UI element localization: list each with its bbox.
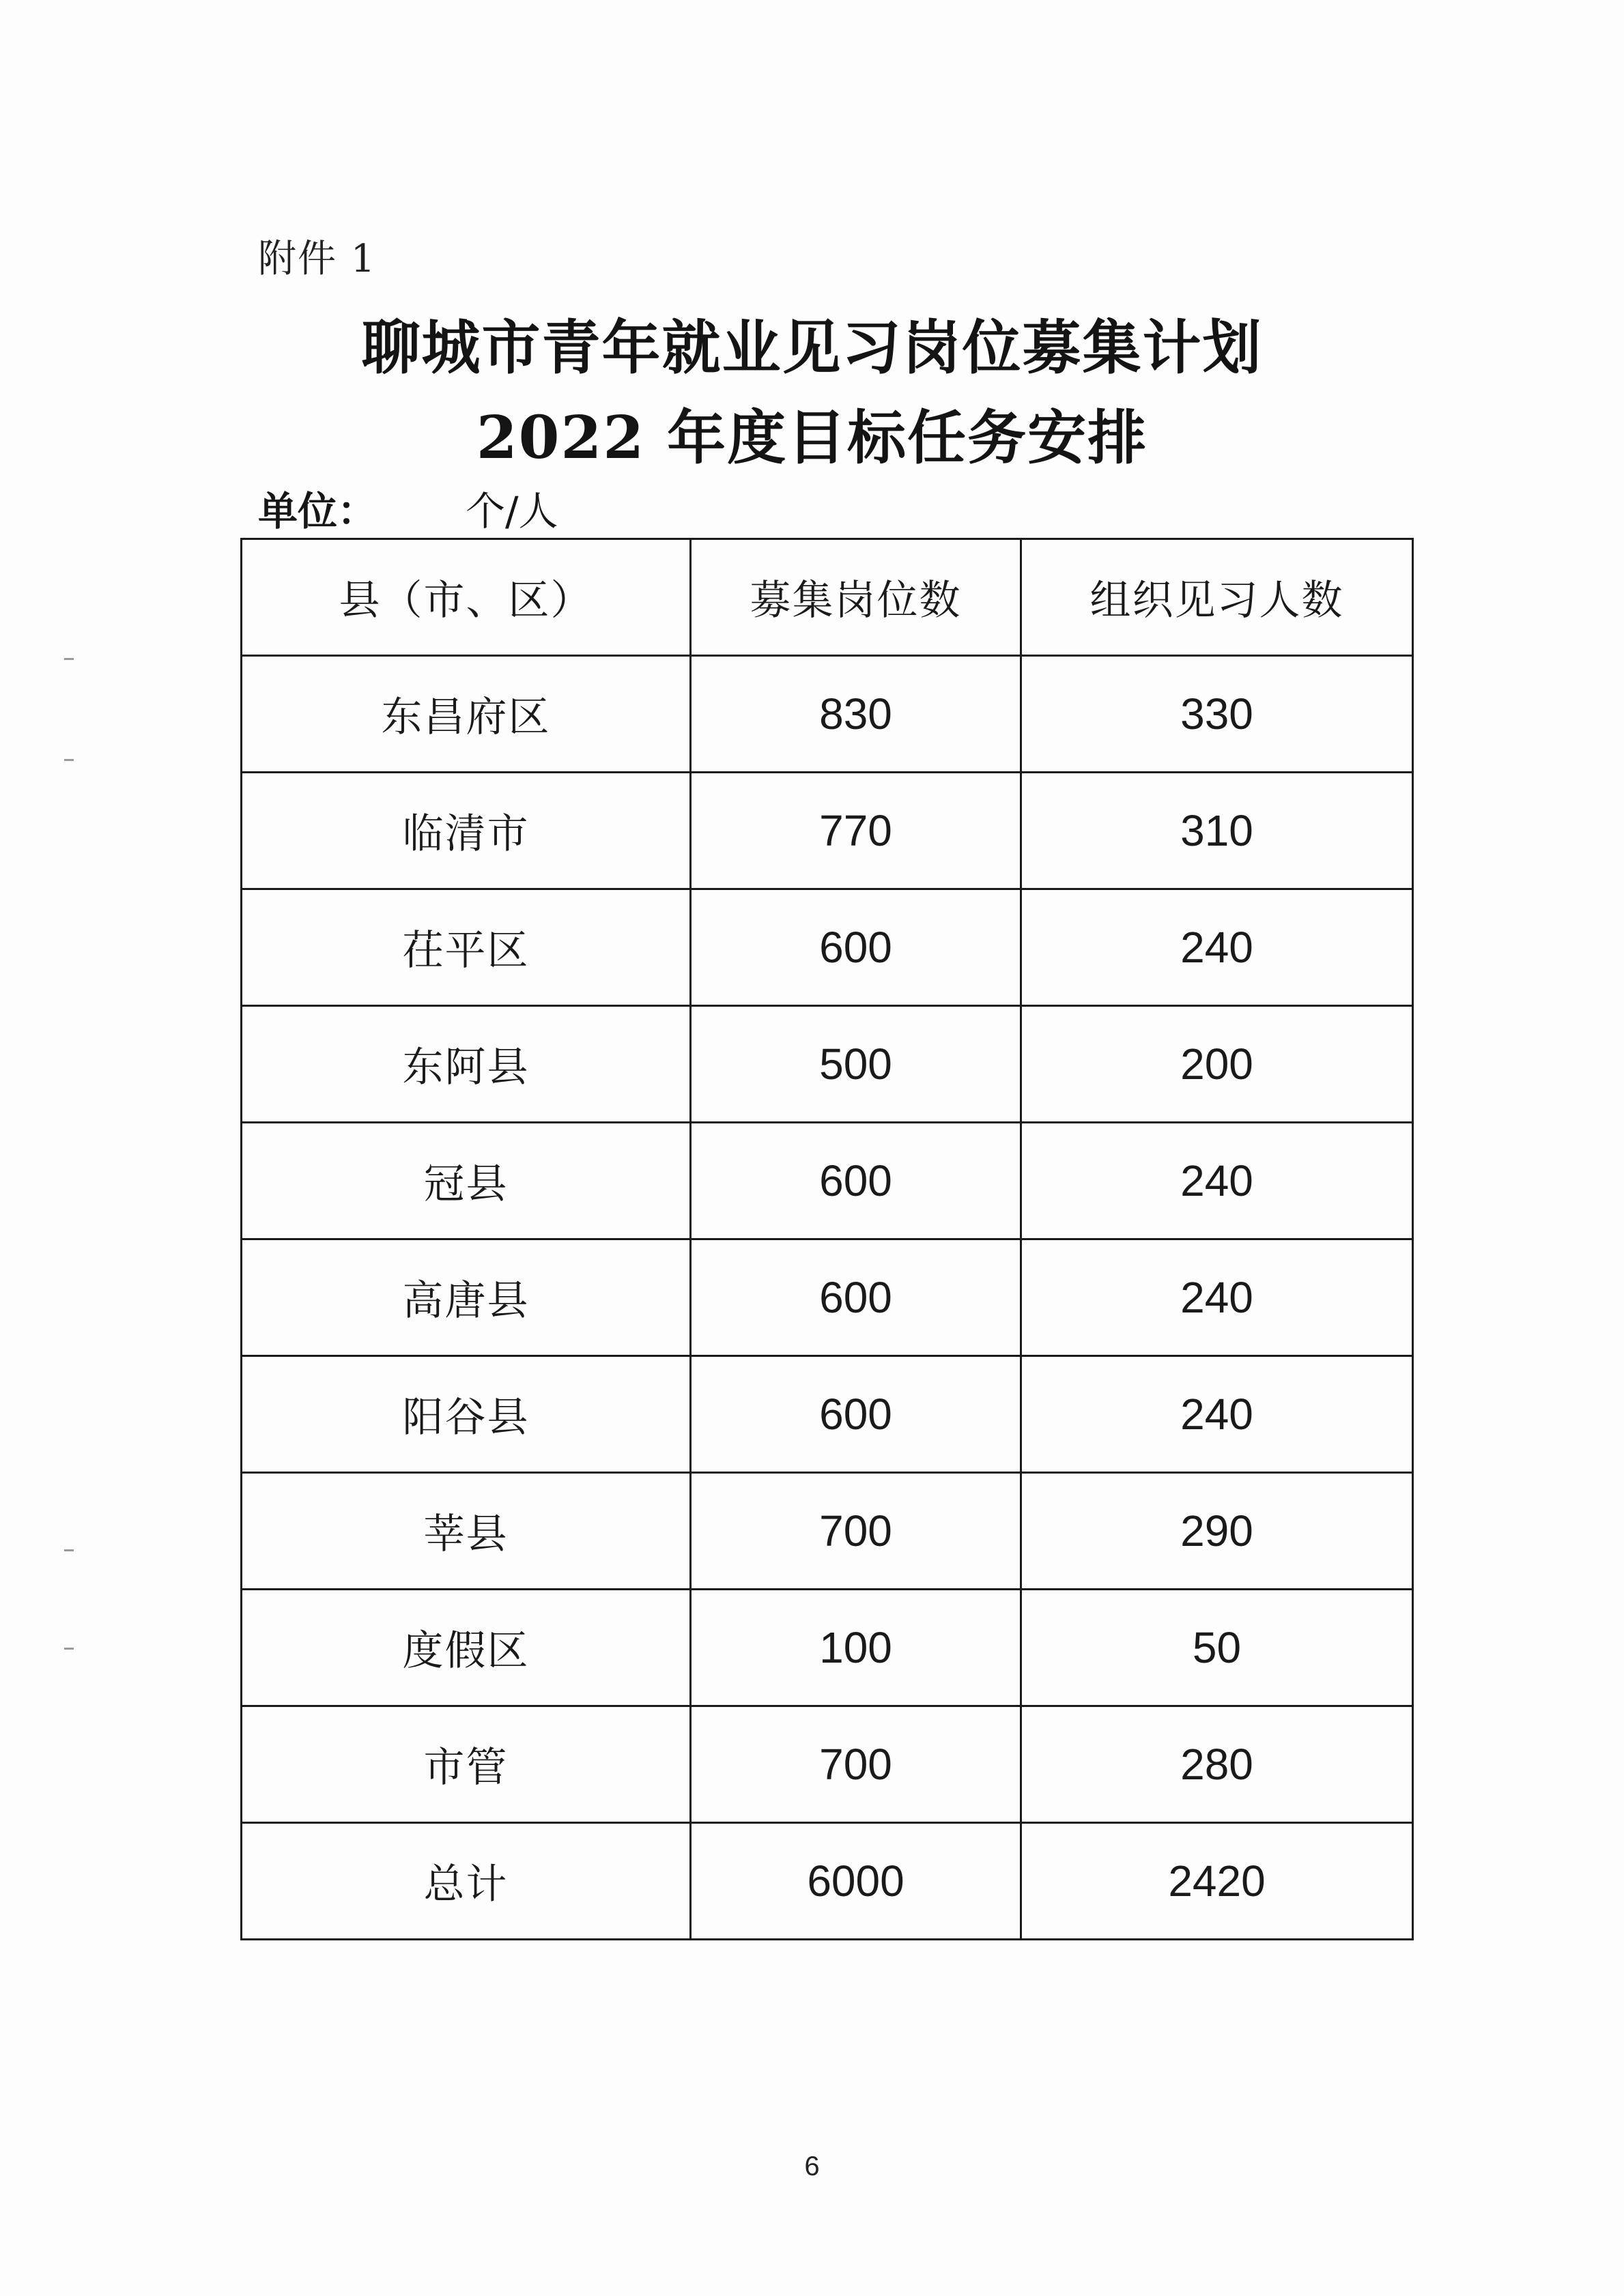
positions-cell: 830 bbox=[691, 656, 1021, 773]
page-number: 6 bbox=[804, 2151, 820, 2181]
scan-mark bbox=[64, 759, 74, 761]
table-row bbox=[242, 1123, 1413, 1239]
table-row bbox=[242, 773, 1413, 889]
trainees-cell: 200 bbox=[1021, 1006, 1413, 1123]
scan-mark bbox=[64, 1549, 74, 1551]
scan-mark bbox=[64, 1648, 74, 1650]
trainees-cell: 240 bbox=[1021, 1239, 1413, 1356]
positions-cell: 100 bbox=[691, 1590, 1021, 1706]
trainees-cell: 330 bbox=[1021, 656, 1413, 773]
column-header-trainees: 组织见习人数 bbox=[1021, 539, 1413, 656]
column-header-positions: 募集岗位数 bbox=[691, 539, 1021, 656]
unit-row bbox=[258, 479, 558, 536]
table-row bbox=[242, 1706, 1413, 1823]
region-cell: 茌平区 bbox=[242, 889, 691, 1006]
attachment-label: 附件 1 bbox=[258, 237, 377, 281]
region-cell: 阳谷县 bbox=[242, 1356, 691, 1473]
positions-cell: 700 bbox=[691, 1473, 1021, 1590]
region-cell: 临清市 bbox=[242, 773, 691, 889]
unit-label: 单位： bbox=[258, 488, 377, 534]
table-row bbox=[242, 1356, 1413, 1473]
positions-cell: 600 bbox=[691, 1123, 1021, 1239]
region-cell: 高唐县 bbox=[242, 1239, 691, 1356]
table-row bbox=[242, 656, 1413, 773]
positions-cell: 700 bbox=[691, 1706, 1021, 1823]
positions-cell: 500 bbox=[691, 1006, 1021, 1123]
table-total-row bbox=[242, 1823, 1413, 1940]
positions-cell: 600 bbox=[691, 889, 1021, 1006]
total-trainees-cell: 2420 bbox=[1021, 1823, 1413, 1940]
table-row bbox=[242, 1590, 1413, 1706]
positions-cell: 600 bbox=[691, 1239, 1021, 1356]
region-cell: 东昌府区 bbox=[242, 656, 691, 773]
document-title: 聊城市青年就业见习岗位募集计划 bbox=[361, 313, 1263, 382]
trainees-cell: 240 bbox=[1021, 889, 1413, 1006]
document-subtitle: 2022 年度目标任务安排 bbox=[476, 403, 1148, 472]
trainees-cell: 280 bbox=[1021, 1706, 1413, 1823]
table-row bbox=[242, 1473, 1413, 1590]
region-cell: 莘县 bbox=[242, 1473, 691, 1590]
trainees-cell: 240 bbox=[1021, 1123, 1413, 1239]
table-row bbox=[242, 889, 1413, 1006]
region-cell: 东阿县 bbox=[242, 1006, 691, 1123]
trainees-cell: 240 bbox=[1021, 1356, 1413, 1473]
trainees-cell: 50 bbox=[1021, 1590, 1413, 1706]
positions-cell: 770 bbox=[691, 773, 1021, 889]
scan-mark bbox=[64, 658, 74, 660]
trainees-cell: 290 bbox=[1021, 1473, 1413, 1590]
region-cell: 冠县 bbox=[242, 1123, 691, 1239]
table-row bbox=[242, 1006, 1413, 1123]
positions-cell: 600 bbox=[691, 1356, 1021, 1473]
total-positions-cell: 6000 bbox=[691, 1823, 1021, 1940]
table-header-row bbox=[242, 539, 1413, 656]
unit-value: 个/人 bbox=[466, 488, 558, 534]
target-task-table bbox=[240, 538, 1414, 1940]
total-label-cell: 总计 bbox=[242, 1823, 691, 1940]
table-row bbox=[242, 1239, 1413, 1356]
region-cell: 市管 bbox=[242, 1706, 691, 1823]
region-cell: 度假区 bbox=[242, 1590, 691, 1706]
trainees-cell: 310 bbox=[1021, 773, 1413, 889]
column-header-region: 县（市、区） bbox=[242, 539, 691, 656]
